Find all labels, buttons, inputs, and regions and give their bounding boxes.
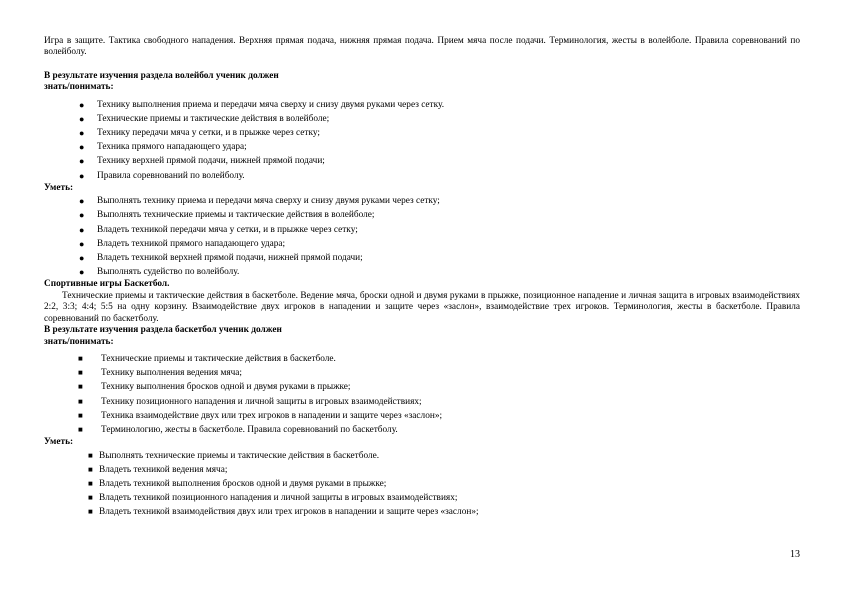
list-item: ■ Технику выполнения ведения мяча;: [44, 366, 800, 380]
list-item: ● Владеть техникой верхней прямой подачи, нижней прямой подачи;: [44, 251, 800, 265]
list-item: ■ Владеть техникой выполнения бросков одной и двумя руками в прыжке;: [44, 477, 800, 491]
bullet-icon: ●: [79, 113, 85, 124]
square-bullet-icon: ■: [78, 353, 83, 363]
bullet-icon: ●: [79, 142, 85, 153]
basketball-result-heading: В результате изучения раздела баскетбол ученик должен: [44, 325, 282, 336]
list-item: ● Правила соревнований по волейболу.: [44, 169, 800, 183]
list-item: ● Технические приемы и тактические действия в волейболе;: [44, 112, 800, 126]
square-bullet-icon: ■: [78, 424, 83, 434]
bullet-icon: ●: [79, 128, 85, 139]
list-item: ■ Технику выполнения бросков одной и двумя руками в прыжке;: [44, 380, 800, 394]
bullet-icon: ●: [79, 224, 85, 235]
bullet-icon: ●: [79, 196, 85, 207]
bullet-icon: ●: [79, 170, 85, 181]
list-item: ● Технику выполнения приема и передачи мяча сверху и снизу двумя руками через сетку.: [44, 98, 800, 112]
square-bullet-icon: ■: [78, 382, 83, 392]
basketball-can-list: [44, 449, 800, 520]
basketball-can-heading: Уметь:: [44, 437, 74, 448]
list-item: ■ Владеть техникой позиционного нападения и личной защиты в игровых взаимодействиях;: [44, 491, 800, 505]
bullet-icon: ●: [79, 99, 85, 110]
list-item: ● Техника прямого нападающего удара;: [44, 140, 800, 154]
list-item: ■ Технические приемы и тактические действия в баскетболе.: [44, 352, 800, 366]
volleyball-result-heading: В результате изучения раздела волейбол ученик должен: [44, 70, 279, 81]
basketball-know-heading: знать/понимать:: [44, 336, 114, 347]
list-item: ● Технику передачи мяча у сетки, и в прыжке через сетку;: [44, 126, 800, 140]
document-page: [44, 36, 800, 520]
bullet-icon: ●: [79, 210, 85, 221]
list-item: ● Выполнять технику приема и передачи мяча сверху и снизу двумя руками через сетку;: [44, 194, 800, 208]
square-bullet-icon: ■: [78, 396, 83, 406]
list-item: ● Владеть техникой передачи мяча у сетки, и в прыжке через сетку;: [44, 223, 800, 237]
square-bullet-icon: ■: [78, 368, 83, 378]
list-item: ■ Технику позиционного нападения и личной защиты в игровых взаимодействиях;: [44, 395, 800, 409]
list-item: ● Технику верхней прямой подачи, нижней прямой подачи;: [44, 154, 800, 168]
basketball-section-title: Спортивные игры Баскетбол.: [44, 279, 170, 290]
bullet-icon: ●: [79, 238, 85, 249]
volleyball-can-list: [44, 194, 800, 279]
volleyball-know-heading: знать/понимать:: [44, 82, 114, 93]
list-item: ■ Терминологию, жесты в баскетболе. Правила соревнований по баскетболу.: [44, 423, 800, 437]
volleyball-know-list: [44, 98, 800, 183]
list-item: ● Владеть техникой прямого нападающего удара;: [44, 237, 800, 251]
bullet-icon: ●: [79, 267, 85, 278]
square-bullet-icon: ■: [78, 410, 83, 420]
basketball-know-list: [44, 352, 800, 437]
square-bullet-icon: ■: [88, 478, 93, 488]
volleyball-can-heading: Уметь:: [44, 182, 74, 193]
intro-paragraph: Игра в защите. Тактика свободного нападения. Верхняя прямая подача, нижняя прямая подача. Прием мяча после подачи. Терминология, жесты в волейболе. Правила соревнований по волейболу.: [44, 36, 800, 58]
page-number: 13: [790, 549, 800, 560]
basketball-description: Технические приемы и тактические действия в баскетболе. Ведение мяча, броски одной и двумя руками в прыжке, позиционное нападение и личная защита в игровых взаимодействиях 2:2, 3:3; 4:4; 5:5 на одну корзину. Взаимодействие двух игроков в нападении и защите через «заслон», взаимодействие трех игроков. Терминология, жесты в баскетболе. Правила соревнований по баскетболу.: [44, 290, 800, 324]
list-item: ■ Владеть техникой взаимодействия двух или трех игроков в нападении и защите через «заслон»;: [44, 505, 800, 519]
list-item: ● Выполнять технические приемы и тактические действия в волейболе;: [44, 208, 800, 222]
list-item: ● Выполнять судейство по волейболу.: [44, 265, 800, 279]
square-bullet-icon: ■: [88, 493, 93, 503]
square-bullet-icon: ■: [88, 507, 93, 517]
square-bullet-icon: ■: [88, 464, 93, 474]
list-item: ■ Выполнять технические приемы и тактические действия в баскетболе.: [44, 449, 800, 463]
bullet-icon: ●: [79, 253, 85, 264]
square-bullet-icon: ■: [88, 450, 93, 460]
list-item: ■ Владеть техникой ведения мяча;: [44, 463, 800, 477]
list-item: ■ Техника взаимодействие двух или трех игроков в нападении и защите через «заслон»;: [44, 409, 800, 423]
bullet-icon: ●: [79, 156, 85, 167]
